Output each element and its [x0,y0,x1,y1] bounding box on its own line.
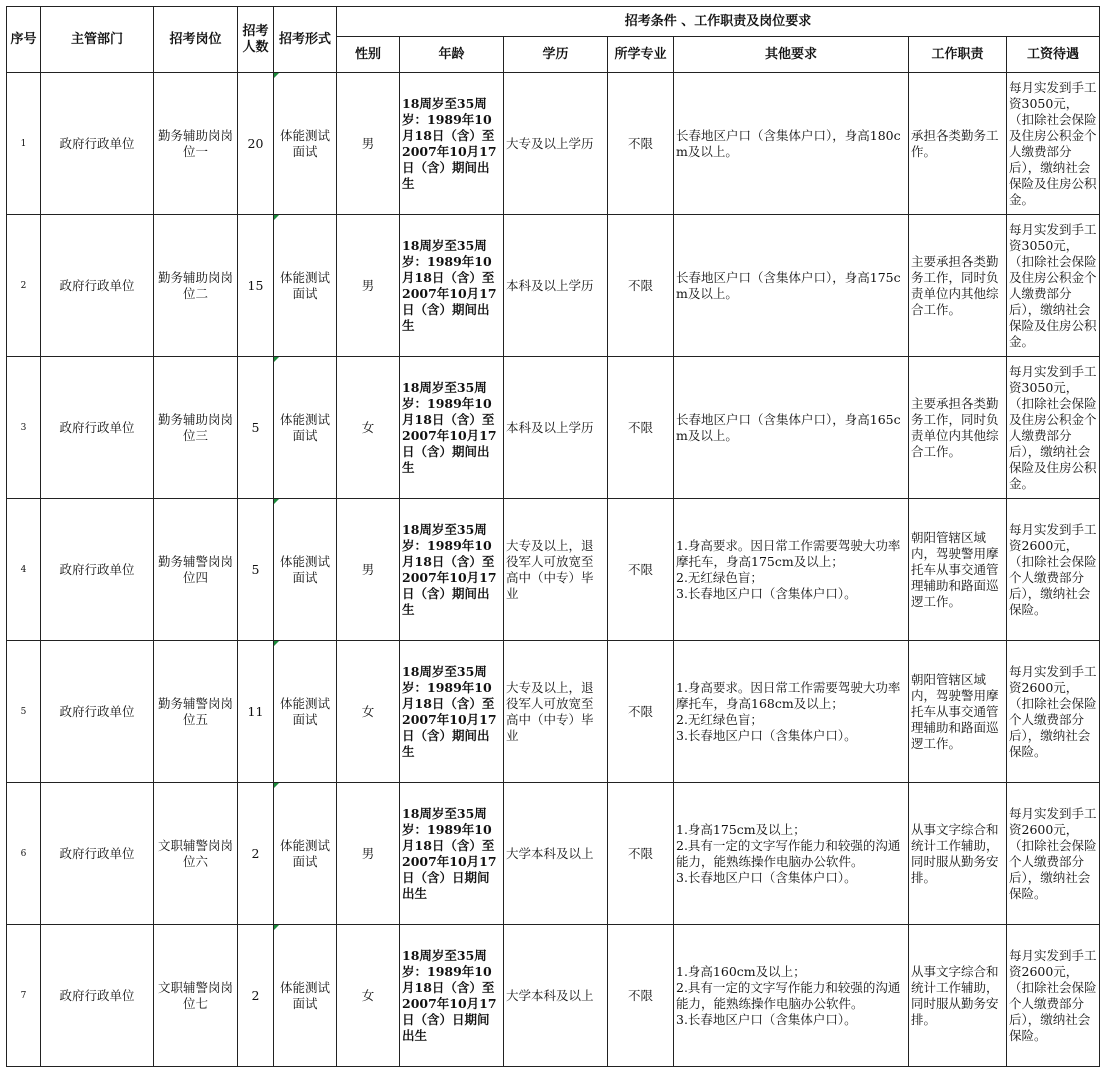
cell-other [674,215,909,357]
table-body [7,73,1100,1067]
cell-index: 1 [7,73,41,215]
header-duty: 工作职责 [909,37,1007,73]
header-gender: 性别 [337,37,400,73]
recruitment-table-container [6,6,1099,1067]
table-row [7,783,1100,925]
header-post: 招考岗位 [154,7,238,73]
cell-count: 5 [238,357,274,499]
cell-gender: 女 [337,925,400,1067]
cell-gender: 男 [337,73,400,215]
header-group: 招考条件 、工作职责及岗位要求 [337,7,1100,37]
header-salary: 工资待遇 [1007,37,1100,73]
header-other: 其他要求 [674,37,909,73]
cell-form: 体能测试面试 [274,783,337,925]
cell-other [674,499,909,641]
other-requirement-line: 3.长春地区户口（含集体户口）。 [676,869,857,885]
cell-other [674,783,909,925]
other-requirement-line: 1.身高要求。因日常工作需要驾驶大功率摩托车，身高175cm及以上； [676,537,901,569]
cell-major: 不限 [608,641,674,783]
other-requirement-line: 2.具有一定的文字写作能力和较强的沟通能力，能熟练操作电脑办公软件。 [676,979,901,1011]
cell-count: 2 [238,783,274,925]
table-row [7,215,1100,357]
cell-gender: 男 [337,783,400,925]
other-requirement-line: 长春地区户口（含集体户口），身高180cm及以上。 [676,127,901,159]
cell-education: 大专及以上学历 [504,73,608,215]
cell-form: 体能测试面试 [274,641,337,783]
cell-post: 文职辅警岗岗位七 [154,925,238,1067]
header-form: 招考形式 [274,7,337,73]
cell-form: 体能测试面试 [274,925,337,1067]
header-education: 学历 [504,37,608,73]
cell-index: 4 [7,499,41,641]
cell-salary: 每月实发到手工资2600元，（扣除社会保险个人缴费部分后），缴纳社会保险。 [1007,641,1100,783]
cell-salary: 每月实发到手工资2600元，（扣除社会保险个人缴费部分后），缴纳社会保险。 [1007,499,1100,641]
cell-salary: 每月实发到手工资2600元，（扣除社会保险个人缴费部分后），缴纳社会保险。 [1007,925,1100,1067]
other-requirement-line: 3.长春地区户口（含集体户口）。 [676,727,857,743]
cell-count: 20 [238,73,274,215]
cell-education: 大专及以上，退役军人可放宽至高中（中专）毕业 [504,499,608,641]
cell-post: 勤务辅助岗岗位二 [154,215,238,357]
cell-duty: 主要承担各类勤务工作，同时负责单位内其他综合工作。 [909,357,1007,499]
cell-duty: 从事文字综合和统计工作辅助，同时服从勤务安排。 [909,925,1007,1067]
cell-age: 18周岁至35周岁：1989年10月18日（含）至2007年10月17日（含）期间出生 [400,641,504,783]
cell-major: 不限 [608,783,674,925]
cell-age: 18周岁至35周岁：1989年10月18日（含）至2007年10月17日（含）日期间出生 [400,783,504,925]
cell-age: 18周岁至35周岁：1989年10月18日（含）至2007年10月17日（含）期间出生 [400,215,504,357]
cell-count: 2 [238,925,274,1067]
recruitment-table [6,6,1100,1067]
cell-education: 大学本科及以上 [504,783,608,925]
cell-age: 18周岁至35周岁：1989年10月18日（含）至2007年10月17日（含）期间出生 [400,73,504,215]
cell-department: 政府行政单位 [41,215,154,357]
cell-form: 体能测试面试 [274,73,337,215]
cell-index: 5 [7,641,41,783]
other-requirement-line: 1.身高要求。因日常工作需要驾驶大功率摩托车，身高168cm及以上； [676,679,901,711]
cell-other [674,73,909,215]
cell-duty: 主要承担各类勤务工作，同时负责单位内其他综合工作。 [909,215,1007,357]
cell-index: 3 [7,357,41,499]
table-row [7,73,1100,215]
other-requirement-line: 2.具有一定的文字写作能力和较强的沟通能力，能熟练操作电脑办公软件。 [676,837,901,869]
table-row [7,925,1100,1067]
header-major: 所学专业 [608,37,674,73]
cell-other [674,357,909,499]
cell-major: 不限 [608,357,674,499]
cell-department: 政府行政单位 [41,357,154,499]
other-requirement-line: 2.无红绿色盲； [676,711,763,727]
cell-form: 体能测试面试 [274,357,337,499]
cell-department: 政府行政单位 [41,73,154,215]
other-requirement-line: 3.长春地区户口（含集体户口）。 [676,585,857,601]
cell-form: 体能测试面试 [274,499,337,641]
cell-post: 勤务辅警岗岗位四 [154,499,238,641]
other-requirement-line: 1.身高175cm及以上； [676,821,806,837]
cell-other [674,641,909,783]
cell-duty: 朝阳管辖区域内，驾驶警用摩托车从事交通管理辅助和路面巡逻工作。 [909,641,1007,783]
cell-post: 勤务辅警岗岗位五 [154,641,238,783]
cell-post: 勤务辅助岗岗位一 [154,73,238,215]
cell-duty: 承担各类勤务工作。 [909,73,1007,215]
cell-count: 5 [238,499,274,641]
cell-count: 11 [238,641,274,783]
other-requirement-line: 1.身高160cm及以上； [676,963,806,979]
cell-department: 政府行政单位 [41,499,154,641]
table-row [7,357,1100,499]
other-requirement-line: 长春地区户口（含集体户口），身高165cm及以上。 [676,411,901,443]
cell-department: 政府行政单位 [41,641,154,783]
cell-index: 7 [7,925,41,1067]
header-age: 年龄 [400,37,504,73]
cell-major: 不限 [608,215,674,357]
cell-education: 本科及以上学历 [504,357,608,499]
other-requirement-line: 3.长春地区户口（含集体户口）。 [676,1011,857,1027]
cell-department: 政府行政单位 [41,925,154,1067]
cell-gender: 女 [337,641,400,783]
cell-form: 体能测试面试 [274,215,337,357]
cell-age: 18周岁至35周岁：1989年10月18日（含）至2007年10月17日（含）期间出生 [400,499,504,641]
header-index: 序号 [7,7,41,73]
cell-gender: 男 [337,499,400,641]
cell-count: 15 [238,215,274,357]
cell-index: 6 [7,783,41,925]
cell-salary: 每月实发到手工资2600元，（扣除社会保险个人缴费部分后），缴纳社会保险。 [1007,783,1100,925]
cell-education: 本科及以上学历 [504,215,608,357]
cell-gender: 男 [337,215,400,357]
cell-age: 18周岁至35周岁：1989年10月18日（含）至2007年10月17日（含）期间出生 [400,357,504,499]
cell-major: 不限 [608,73,674,215]
cell-post: 文职辅警岗岗位六 [154,783,238,925]
cell-salary: 每月实发到手工资3050元，（扣除社会保险及住房公积金个人缴费部分后），缴纳社会保险及住房公积金。 [1007,357,1100,499]
cell-post: 勤务辅助岗岗位三 [154,357,238,499]
table-row [7,499,1100,641]
cell-other [674,925,909,1067]
cell-education: 大学本科及以上 [504,925,608,1067]
cell-age: 18周岁至35周岁：1989年10月18日（含）至2007年10月17日（含）日期间出生 [400,925,504,1067]
other-requirement-line: 长春地区户口（含集体户口），身高175cm及以上。 [676,269,901,301]
cell-gender: 女 [337,357,400,499]
cell-department: 政府行政单位 [41,783,154,925]
cell-education: 大专及以上，退役军人可放宽至高中（中专）毕业 [504,641,608,783]
header-department: 主管部门 [41,7,154,73]
cell-major: 不限 [608,499,674,641]
cell-duty: 朝阳管辖区域内，驾驶警用摩托车从事交通管理辅助和路面巡逻工作。 [909,499,1007,641]
header-count: 招考人数 [238,7,274,73]
cell-salary: 每月实发到手工资3050元，（扣除社会保险及住房公积金个人缴费部分后），缴纳社会保险及住房公积金。 [1007,215,1100,357]
table-row [7,641,1100,783]
other-requirement-line: 2.无红绿色盲； [676,569,763,585]
cell-index: 2 [7,215,41,357]
cell-salary: 每月实发到手工资3050元，（扣除社会保险及住房公积金个人缴费部分后），缴纳社会保险及住房公积金。 [1007,73,1100,215]
cell-major: 不限 [608,925,674,1067]
cell-duty: 从事文字综合和统计工作辅助，同时服从勤务安排。 [909,783,1007,925]
